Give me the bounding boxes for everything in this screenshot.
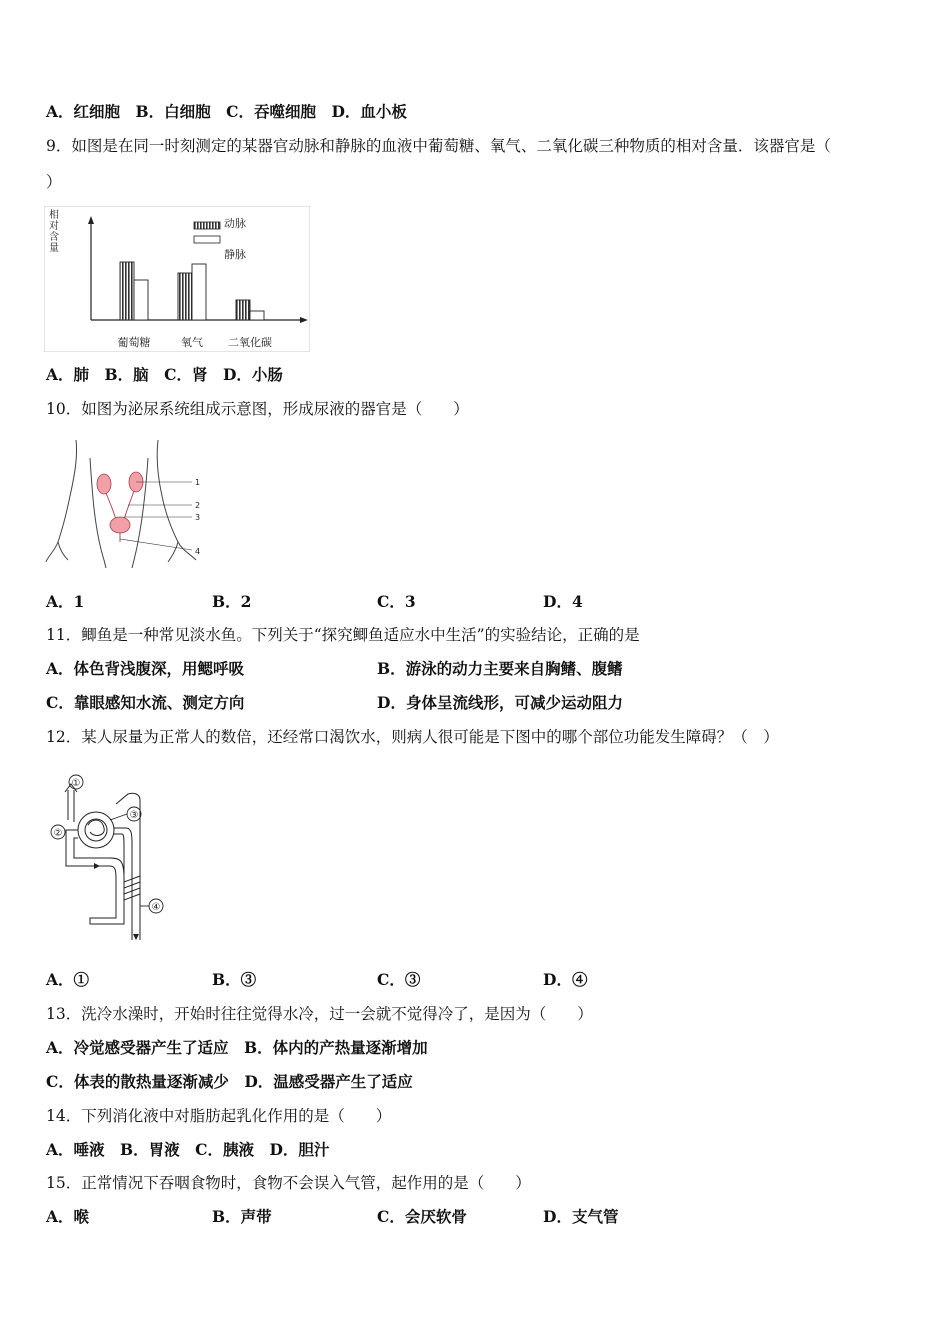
nephron-tubules — [65, 784, 140, 940]
q10-option-a: A．1 — [46, 592, 85, 611]
category-label-2: 二氧化碳 — [228, 336, 272, 349]
q9-options: A．肺 B．脑 C．肾 D．小肠 — [46, 365, 283, 384]
q15-option-d: D．支气管 — [543, 1207, 619, 1226]
figure-labels — [195, 478, 200, 556]
q11-option-d: D．身体呈流线形，可减少运动阻力 — [377, 693, 623, 712]
urinary-system-svg — [44, 438, 206, 570]
q10-option-b: B．2 — [212, 592, 252, 611]
q12-nephron-figure — [44, 770, 172, 944]
label-4: 4 — [195, 547, 201, 556]
chart-frame — [44, 206, 310, 352]
q15-stem: 15．正常情况下吞咽食物时，食物不会误入气管，起作用的是（ ） — [46, 1174, 531, 1192]
label-2: ② — [53, 828, 63, 839]
kidney-left-icon — [97, 474, 111, 494]
y-axis-label — [49, 208, 59, 254]
legend-swatch-0 — [194, 222, 220, 229]
label-2: 2 — [195, 501, 201, 510]
legend-label-0: 动脉 — [224, 217, 246, 230]
q9-chart-svg — [44, 206, 310, 352]
label-4: ④ — [151, 902, 161, 913]
category-label-1: 氧气 — [181, 336, 203, 349]
y-axis-label-char: 含 — [49, 232, 59, 243]
q13-options-line2: C．体表的散热量逐渐减少 D．温感受器产生了适应 — [46, 1072, 413, 1091]
q12-option-c: C．③ — [377, 970, 421, 989]
q10-option-c: C．3 — [377, 592, 416, 611]
category-label-0: 葡萄糖 — [117, 336, 151, 349]
bar-vein-1 — [192, 264, 206, 320]
q12-option-a: A．① — [46, 970, 90, 989]
y-axis-label-char: 相 — [49, 210, 59, 221]
label-1: 1 — [195, 478, 201, 487]
category-labels — [118, 335, 273, 349]
q15-option-a: A．喉 — [46, 1207, 90, 1226]
ureters — [106, 491, 134, 520]
y-axis-label-char: 对 — [49, 221, 59, 232]
q9-stem: 9．如图是在同一时刻测定的某器官动脉和静脉的血液中葡萄糖、氧气、二氧化碳三种物质的相对含量．该器官是（ — [46, 137, 831, 155]
q12-option-b: B．③ — [212, 970, 257, 989]
q11-option-b: B．游泳的动力主要来自胸鳍、腹鳍 — [377, 659, 623, 678]
q10-stem: 10．如图为泌尿系统组成示意图，形成尿液的器官是（ ） — [46, 400, 469, 418]
q13-stem: 13．洗冷水澡时，开始时往往觉得水冷，过一会就不觉得冷了，是因为（ ） — [46, 1005, 593, 1023]
nephron-svg — [44, 770, 172, 944]
bar-artery-0 — [120, 262, 134, 320]
label-3: ③ — [129, 810, 139, 821]
q11-option-a: A．体色背浅腹深，用鳃呼吸 — [46, 659, 245, 678]
q11-option-c: C．靠眼感知水流、测定方向 — [46, 693, 245, 712]
q10-urinary-figure — [44, 438, 206, 570]
legend-swatch-1 — [194, 236, 220, 243]
body-outline — [46, 440, 196, 568]
bar-artery-2 — [236, 300, 250, 320]
q8-options: A．红细胞 B．白细胞 C．吞噬细胞 D．血小板 — [46, 102, 407, 121]
label-1: ① — [71, 778, 81, 789]
q13-options-line1: A．冷觉感受器产生了适应 B．体内的产热量逐渐增加 — [46, 1038, 428, 1057]
bladder-icon — [110, 517, 130, 542]
figure-labels — [54, 778, 161, 913]
bar-vein-2 — [250, 311, 264, 320]
q12-stem: 12．某人尿量为正常人的数倍，还经常口渴饮水，则病人很可能是下图中的哪个部位功能发生障碍？（ ） — [46, 728, 779, 746]
q10-option-d: D．4 — [543, 592, 583, 611]
leader-lines — [120, 482, 192, 550]
y-axis-label-char: 量 — [49, 243, 59, 254]
q15-option-c: C．会厌软骨 — [377, 1207, 467, 1226]
bar-artery-1 — [178, 273, 192, 320]
q15-option-b: B．声带 — [212, 1207, 272, 1226]
q11-stem: 11．鲫鱼是一种常见淡水鱼。下列关于“探究鲫鱼适应水中生活”的实验结论，正确的是 — [46, 626, 640, 644]
q12-option-d: D．④ — [543, 970, 588, 989]
legend-label-1: 静脉 — [224, 248, 246, 261]
q14-stem: 14．下列消化液中对脂肪起乳化作用的是（ ） — [46, 1107, 392, 1125]
q14-options: A．唾液 B．胃液 C．胰液 D．胆汁 — [46, 1140, 330, 1159]
q9-stem-end: ） — [46, 173, 62, 191]
bar-vein-0 — [134, 280, 148, 320]
label-3: 3 — [195, 513, 201, 522]
q9-bar-chart — [44, 206, 310, 352]
